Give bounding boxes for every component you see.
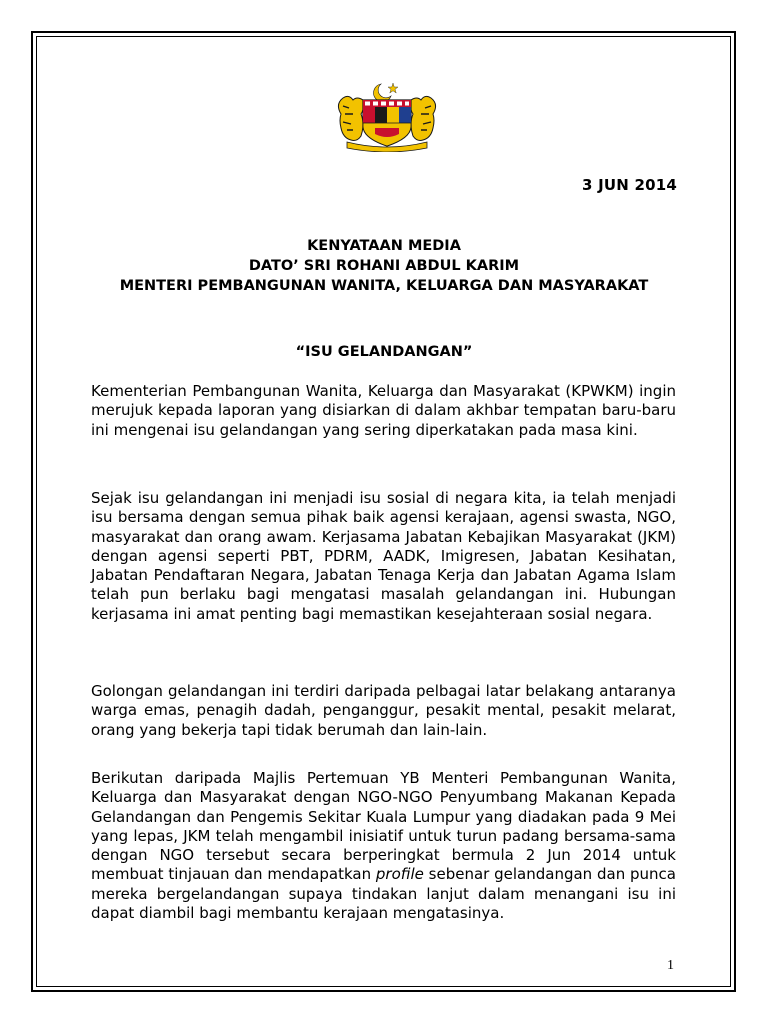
heading-line-media-statement: KENYATAAN MEDIA — [307, 238, 461, 254]
press-release-heading — [60, 236, 708, 296]
body-paragraph-3: Golongan gelandangan ini terdiri daripada pelbagai latar belakang antaranya warga emas, penagih dadah, penganggur, pesakit mental, pesakit melarat, orang yang bekerja tapi tidak berumah dan lain-lain. — [91, 682, 676, 739]
body-paragraph-2: Sejak isu gelandangan ini menjadi isu sosial di negara kita, ia telah menjadi isu bersama dengan semua pihak baik agensi kerajaan, agensi swasta, NGO, masyarakat dan orang awam. Kerjasama Jabatan Kebajikan Masyarakat (JKM) dengan agensi seperti PBT, PDRM, AADK, Imigresen, Jabatan Kesihatan, Jabatan Pendaftaran Negara, Jabatan Tenaga Kerja dan Jabatan Agama Islam telah pun berlaku bagi mengatasi masalah gelandangan ini. Hubungan kerjasama ini amat penting bagi memastikan kesejahteraan sosial negara. — [91, 489, 676, 623]
malaysia-coat-of-arms-icon — [327, 80, 447, 152]
body-paragraph-4-text-after: sebenar gelandangan dan punca mereka bergelandangan supaya tindakan lanjut dalam menangani isu ini dapat diambil bagi membantu kerajaan mengatasinya. — [91, 865, 676, 923]
page-number: 1 — [667, 958, 674, 973]
heading-line-ministry-title: MENTERI PEMBANGUNAN WANITA, KELUARGA DAN MASYARAKAT — [119, 278, 649, 294]
body-paragraph-1: Kementerian Pembangunan Wanita, Keluarga dan Masyarakat (KPWKM) ingin merujuk kepada laporan yang disiarkan di dalam akhbar tempatan baru-baru ini mengenai isu gelandangan yang sering diperkatakan pada masa kini. — [91, 382, 676, 439]
body-paragraph-4-italic-term: profile — [375, 865, 424, 884]
press-release-date: 3 JUN 2014 — [582, 176, 677, 194]
press-release-subject: “ISU GELANDANGAN” — [295, 344, 473, 360]
body-paragraph-4-text-before: Berikutan daripada Majlis Pertemuan YB Menteri Pembangunan Wanita, Keluarga dan Masyarakat dengan NGO-NGO Penyumbang Makanan Kepada Gelandangan dan Pengemis Sekitar Kuala Lumpur yang diadakan pada 9 Mei yang lepas, JKM telah mengambil inisiatif untuk turun padang bersama-sama dengan NGO tersebut secara berperingkat bermula 2 Jun 2014 untuk membuat tinjauan dan mendapatkan — [91, 769, 676, 884]
body-paragraph-4 — [91, 769, 676, 923]
heading-line-minister-name: DATO’ SRI ROHANI ABDUL KARIM — [248, 258, 520, 274]
